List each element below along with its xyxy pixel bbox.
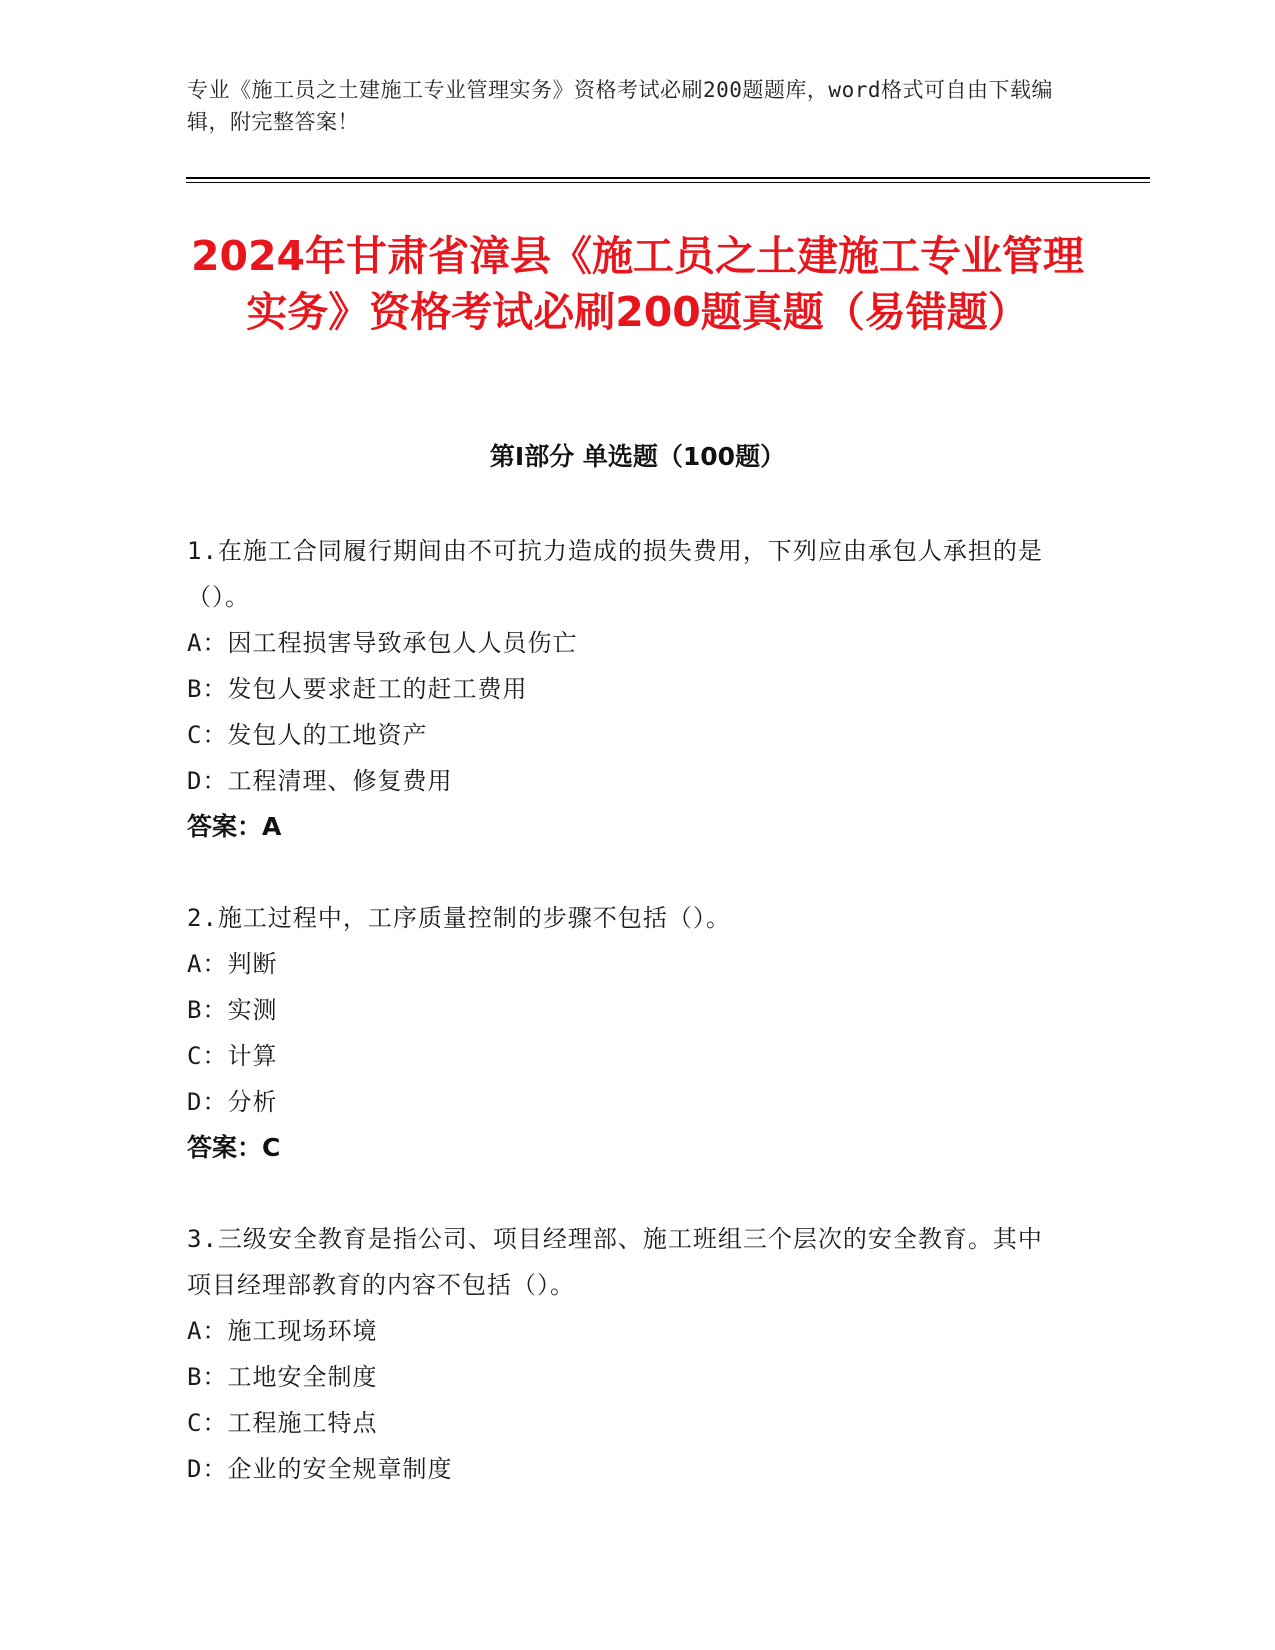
option-d: D：分析 <box>187 1088 278 1116</box>
option-c: C：发包人的工地资产 <box>187 721 428 749</box>
option-a: A：判断 <box>187 950 278 978</box>
option-c: C：计算 <box>187 1042 278 1070</box>
section-heading: 第Ⅰ部分 单选题（100题） <box>489 442 786 471</box>
answer: 答案：C <box>187 1133 281 1162</box>
question-2 <box>187 895 1067 1171</box>
question-3 <box>187 1216 1067 1492</box>
question-stem: 3.三级安全教育是指公司、项目经理部、施工班组三个层次的安全教育。其中项目经理部教育的内容不包括（）。 <box>187 1225 1043 1299</box>
header-note: 专业《施工员之土建施工专业管理实务》资格考试必刷200题题库，word格式可自由下载编辑，附完整答案！ <box>187 78 1053 134</box>
question-stem: 1.在施工合同履行期间由不可抗力造成的损失费用，下列应由承包人承担的是（）。 <box>187 537 1043 611</box>
option-a: A：因工程损害导致承包人人员伤亡 <box>187 629 578 657</box>
question-list <box>187 528 1067 1537</box>
option-b: B：实测 <box>187 996 278 1024</box>
option-a: A：施工现场环境 <box>187 1317 378 1345</box>
header-divider-thick <box>186 177 1150 179</box>
document-title: 2024年甘肃省漳县《施工员之土建施工专业管理实务》资格考试必刷200题真题（易错题） <box>190 232 1085 336</box>
answer: 答案：A <box>187 812 282 841</box>
option-d: D：企业的安全规章制度 <box>187 1455 453 1483</box>
question-stem: 2.施工过程中，工序质量控制的步骤不包括（）。 <box>187 904 731 932</box>
option-b: B：工地安全制度 <box>187 1363 378 1391</box>
option-c: C：工程施工特点 <box>187 1409 378 1437</box>
option-d: D：工程清理、修复费用 <box>187 767 453 795</box>
option-b: B：发包人要求赶工的赶工费用 <box>187 675 528 703</box>
question-1 <box>187 528 1067 850</box>
header-divider-thin <box>186 182 1150 183</box>
